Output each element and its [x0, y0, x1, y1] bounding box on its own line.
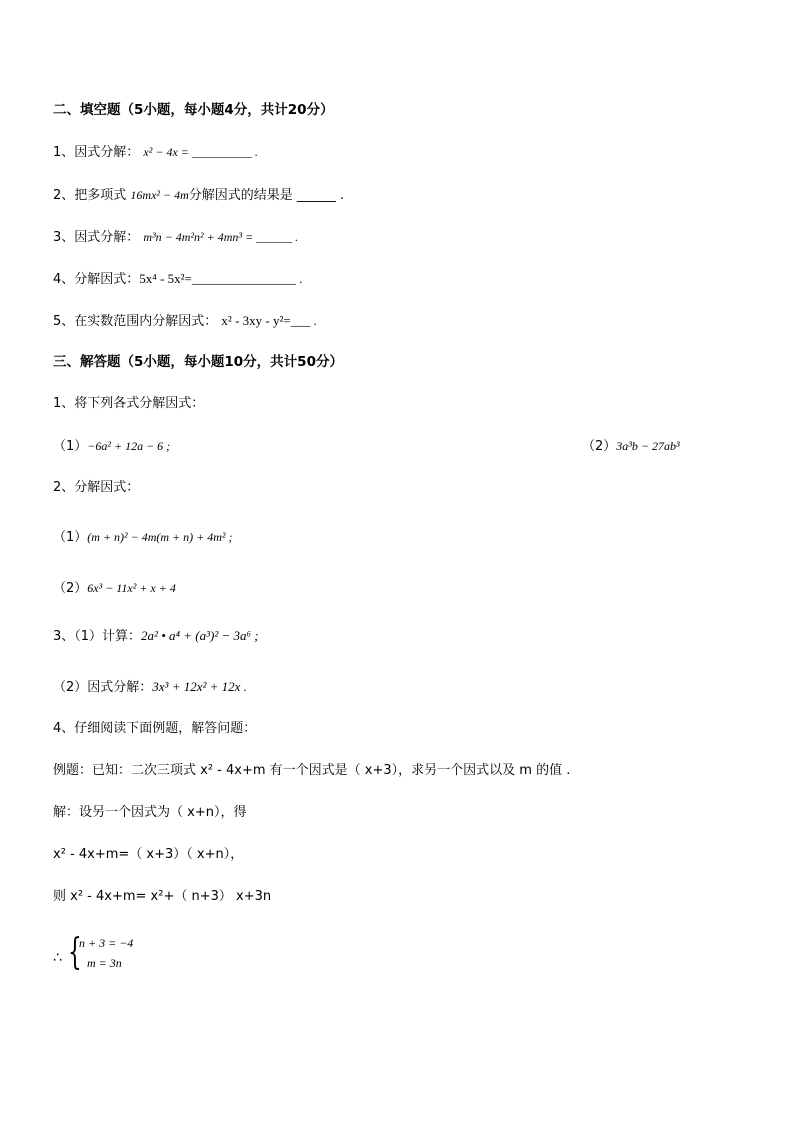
part-1-label: （1） — [53, 530, 88, 545]
system-equation-2: m = 3n — [87, 956, 122, 970]
question-label: 3、因式分解： — [53, 230, 140, 245]
fill-question-5 — [53, 312, 317, 331]
question-tail: 分解因式的结果是 ______ . — [188, 188, 345, 203]
question-expression: 5x⁴ - 5x²=________________ . — [139, 271, 303, 286]
system-equation-1: n + 3 = −4 — [79, 936, 134, 950]
part-2-expression: 6x³ − 11x² + x + 4 — [87, 581, 176, 595]
solve-question-3-part-1 — [53, 627, 259, 646]
question-expression: x² - 3xy - y²=___ . — [221, 313, 317, 328]
section-2-heading: 二、填空题（5小题，每小题4分，共计20分） — [53, 102, 334, 118]
fill-question-3 — [53, 228, 298, 247]
part-2-expression: 3a³b − 27ab³ — [616, 439, 680, 453]
left-brace: { — [68, 932, 82, 973]
solve-question-2-part-1 — [53, 528, 233, 547]
solve-question-2-part-2 — [53, 579, 176, 598]
solution-line-3: 则 x² - 4x+m= x²+（ n+3） x+3n — [53, 889, 272, 904]
solution-line-2: x² - 4x+m=（ x+3）（ x+n）， — [53, 847, 244, 862]
part-2-label: （2） — [53, 581, 88, 596]
solve-question-2-label: 2、分解因式： — [53, 480, 140, 495]
part-1-expression: (m + n)² − 4m(m + n) + 4m² ; — [87, 530, 233, 544]
section-3-heading: 三、解答题（5小题，每小题10分，共计50分） — [53, 354, 343, 370]
question-expression: 16mx² − 4m — [130, 188, 189, 202]
solve-question-1-parts — [53, 437, 753, 456]
example-text: 例题：已知：二次三项式 x² - 4x+m 有一个因式是（ x+3），求另一个因式以及 m 的值 . — [53, 763, 571, 778]
solution-line-1: 解：设另一个因式为（ x+n），得 — [53, 805, 247, 820]
part-2-label: （2） — [582, 439, 617, 454]
fill-question-2 — [53, 186, 344, 205]
part-2 — [582, 437, 680, 456]
solve-question-4-label: 4、仔细阅读下面例题，解答问题： — [53, 721, 257, 736]
solve-question-1-label: 1、将下列各式分解因式： — [53, 396, 205, 411]
question-label: 2、把多项式 — [53, 188, 131, 203]
question-expression: x² − 4x = __________ . — [143, 145, 258, 159]
question-label: 5、在实数范围内分解因式： — [53, 314, 218, 329]
therefore-symbol: ∴ — [53, 950, 62, 966]
fill-question-4 — [53, 270, 302, 289]
part-2-expression: 3x³ + 12x² + 12x . — [152, 679, 247, 694]
question-label: 4、分解因式： — [53, 272, 140, 287]
part-1-expression: 2a² • a⁴ + (a³)² − 3a⁶ ; — [141, 628, 259, 643]
part-2-label: （2）因式分解： — [53, 680, 153, 695]
question-expression: m³n − 4m²n² + 4mn³ = ______ . — [143, 230, 299, 244]
part-1-expression: −6a² + 12a − 6 ; — [87, 439, 171, 453]
part-1-label: 3、（1）计算： — [53, 629, 142, 644]
part-1-label: （1） — [53, 439, 88, 454]
fill-question-1 — [53, 143, 258, 162]
solve-question-3-part-2 — [53, 678, 247, 697]
question-label: 1、因式分解： — [53, 145, 140, 160]
